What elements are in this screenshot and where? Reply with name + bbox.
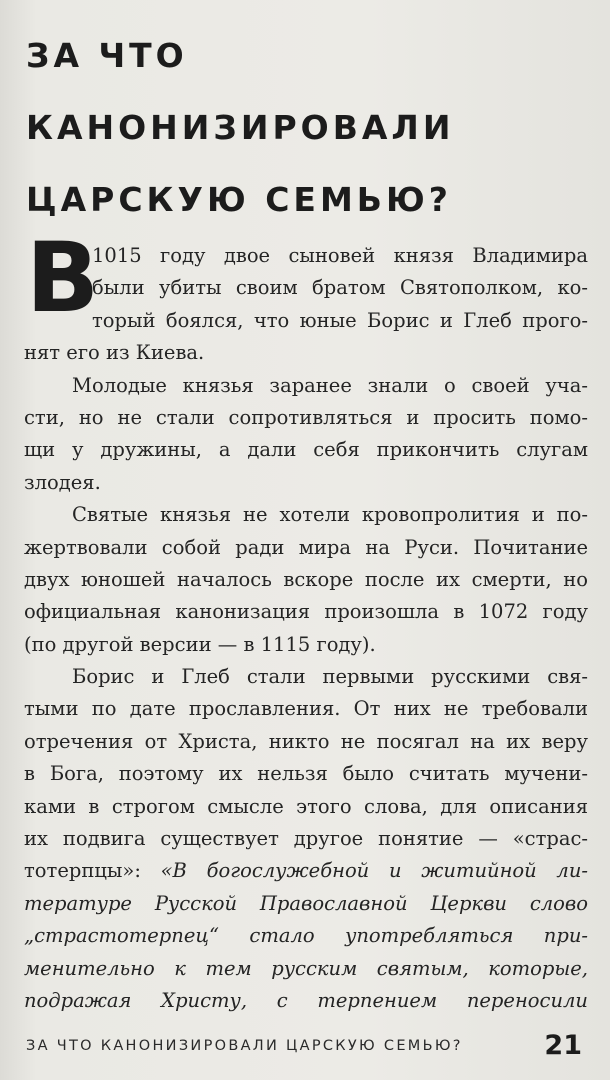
text-line: нят его из Киева. bbox=[24, 341, 205, 365]
text-line: Святые князья не хотели кровопролития и по- bbox=[72, 503, 588, 527]
chapter-title-line-1: ЗА ЧТО КАНОНИЗИРОВАЛИ bbox=[26, 36, 455, 147]
text-line: Борис и Глеб стали первыми русскими свя- bbox=[72, 665, 588, 689]
text-line: торый боялся, что юные Борис и Глеб прого- bbox=[92, 308, 588, 332]
text-line: 1015 году двое сыновей князя Владимира bbox=[92, 244, 588, 267]
page-number: 21 bbox=[544, 1030, 582, 1061]
text-line: отречения от Христа, никто не посягал на их веру bbox=[24, 729, 588, 753]
chapter-title bbox=[26, 20, 586, 236]
italic-fragment: «В богослужебной и житийной ли- bbox=[160, 859, 588, 883]
text-line: официальная канонизация произошла в 1072 году bbox=[24, 600, 588, 624]
text-line: злодея. bbox=[24, 470, 101, 494]
text-line: Молодые князья заранее знали о своей уча- bbox=[72, 373, 588, 397]
text-line: были убиты своим братом Святополком, ко- bbox=[92, 276, 588, 300]
text-line: ками в строгом смысле этого слова, для описания bbox=[24, 794, 588, 818]
text-line: двух юношей началось вскоре после их смерти, но bbox=[24, 567, 588, 591]
running-footer-title: ЗА ЧТО КАНОНИЗИРОВАЛИ ЦАРСКУЮ СЕМЬЮ? bbox=[26, 1038, 463, 1054]
drop-cap-letter: В bbox=[26, 222, 100, 334]
text-line: тыми по дате прославления. От них не требовали bbox=[24, 697, 588, 721]
text-line: жертвовали собой ради мира на Руси. Почитание bbox=[24, 535, 588, 559]
text-line-mixed bbox=[24, 855, 588, 887]
text-line: сти, но не стали сопротивляться и просить помо- bbox=[24, 405, 588, 429]
chapter-title-line-2: ЦАРСКУЮ СЕМЬЮ? bbox=[26, 180, 452, 219]
text-line-italic: тературе Русской Православной Церкви слово bbox=[24, 891, 588, 915]
text-line: их подвига существует другое понятие — «страс- bbox=[24, 827, 588, 851]
text-line: щи у дружины, а дали себя прикончить слугам bbox=[24, 438, 588, 462]
body-text bbox=[24, 240, 588, 1017]
text-line: (по другой версии — в 1115 году). bbox=[24, 632, 376, 656]
text-line-italic: „страстотерпец“ стало употребляться при- bbox=[24, 924, 588, 948]
text-line-italic: подражая Христу, с терпением переносили bbox=[24, 988, 588, 1012]
text-fragment: тотерпцы»: bbox=[24, 859, 141, 883]
text-line: в Бога, поэтому их нельзя было считать мучени- bbox=[24, 762, 588, 786]
text-line-italic: менительно к тем русским святым, которые, bbox=[24, 956, 588, 980]
